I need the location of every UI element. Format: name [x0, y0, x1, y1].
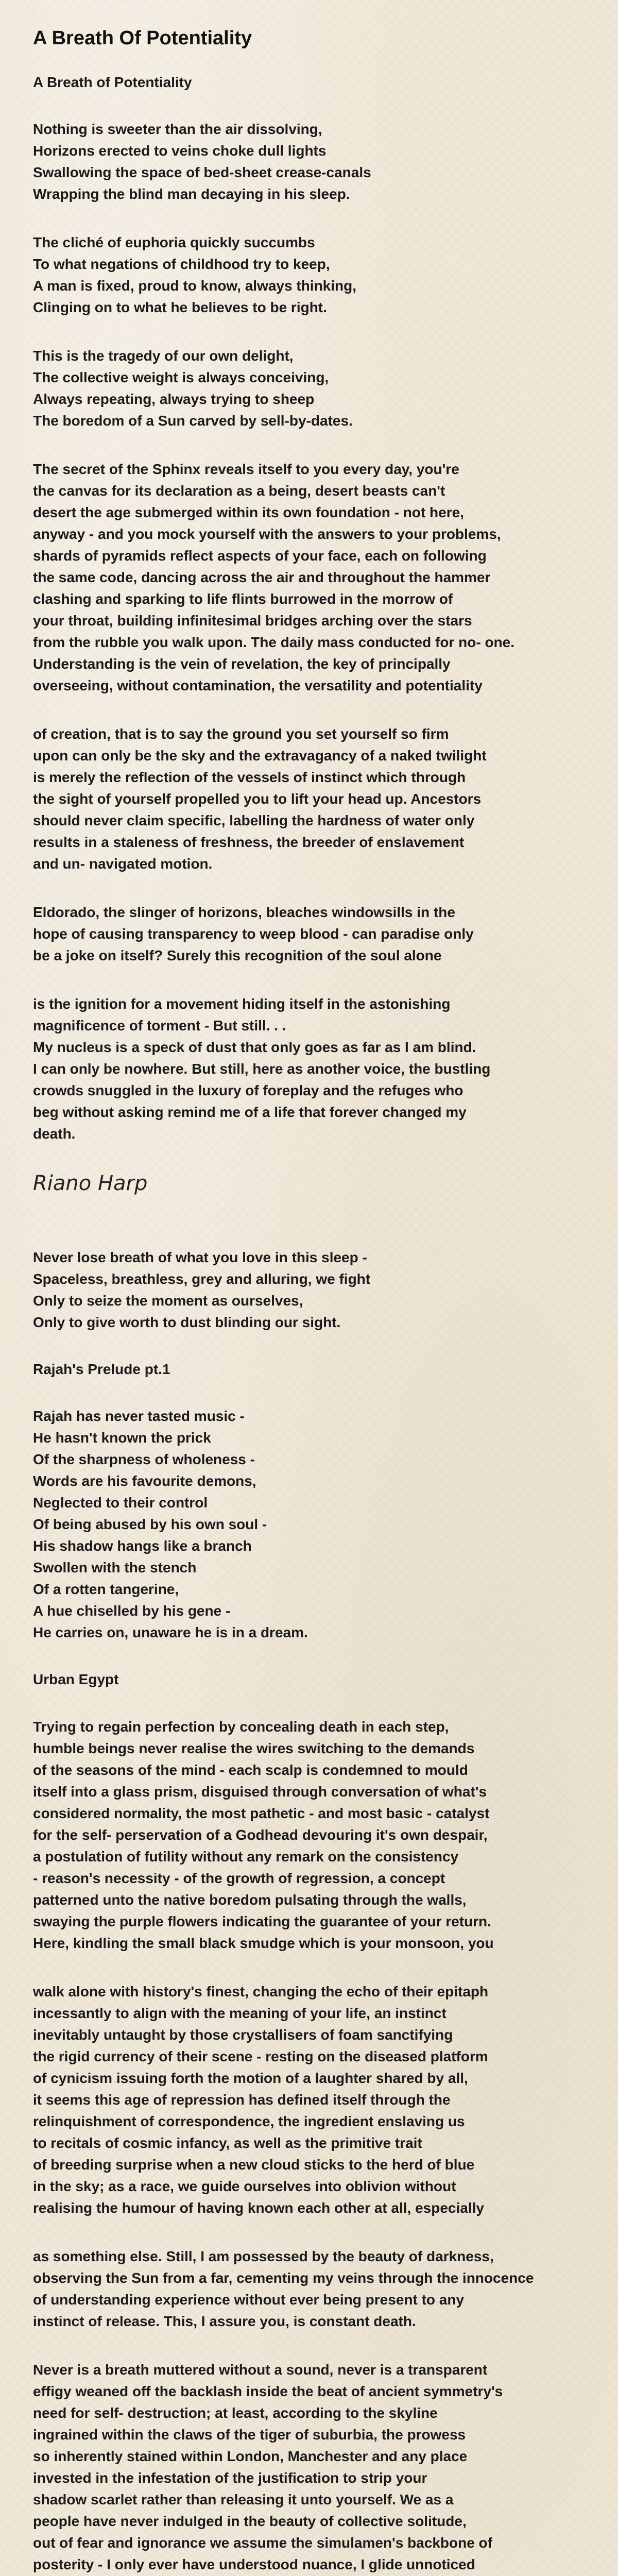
- poem-line: need for self- destruction; at least, according to the skyline: [33, 2404, 438, 2421]
- poem-line: I can only be nowhere. But still, here as another voice, the bustling: [33, 1060, 491, 1077]
- poem-line: incessantly to align with the meaning of your life, an instinct: [33, 2005, 447, 2021]
- poem-line: Only to give worth to dust blinding our sight.: [33, 1314, 341, 1330]
- poem-line: Swollen with the stench: [33, 1560, 197, 1576]
- poem-line: He carries on, unaware he is in a dream.: [33, 1624, 308, 1641]
- poem-line: of the seasons of the mind - each scalp is condemned to mould: [33, 1761, 468, 1778]
- poem-subtitle: Urban Egypt: [33, 1671, 119, 1688]
- poem-line: To what negations of childhood try to keep,: [33, 256, 330, 272]
- poem-line: This is the tragedy of our own delight,: [33, 347, 294, 364]
- poem-line: - reason's necessity - of the growth of regression, a concept: [33, 1870, 445, 1886]
- poem-line: Rajah has never tasted music -: [33, 1408, 245, 1425]
- stanza: [33, 1405, 585, 1643]
- poem-line: is merely the reflection of the vessels of instinct which through: [33, 769, 466, 785]
- poem-line: swaying the purple flowers indicating the guarantee of your return.: [33, 1913, 491, 1929]
- poem-rajahs-prelude: [33, 1360, 585, 1643]
- poem-line: hope of causing transparency to weep blood - can paradise only: [33, 925, 474, 942]
- poem-line: the rigid currency of their scene - resting on the diseased platform: [33, 2048, 488, 2064]
- poem-subtitle: Rajah's Prelude pt.1: [33, 1361, 170, 1377]
- poem-untitled: [33, 1247, 585, 1333]
- author-name: Riano Harp: [33, 1171, 148, 1195]
- poem-line: realising the humour of having known each other at all, especially: [33, 2199, 484, 2216]
- poem-line: Of being abused by his own soul -: [33, 1516, 267, 1533]
- poem-line: be a joke on itself? Surely this recognition of the soul alone: [33, 947, 442, 963]
- poem-line: beg without asking remind me of a life that forever changed my: [33, 1104, 467, 1120]
- poem-line: of breeding surprise when a new cloud sticks to the herd of blue: [33, 2156, 475, 2173]
- stanza: [33, 118, 585, 205]
- poem-line: so inherently stained within London, Manchester and any place: [33, 2448, 468, 2464]
- poem-line: itself into a glass prism, disguised through conversation of what's: [33, 1783, 487, 1800]
- poem-line: of understanding experience without ever being present to any: [33, 2291, 465, 2308]
- poem-line: your throat, building infinitesimal bridges arching over the stars: [33, 612, 472, 629]
- poem-line: Here, kindling the small black smudge which is your monsoon, you: [33, 1935, 494, 1951]
- poem-line: Of a rotten tangerine,: [33, 1581, 179, 1598]
- poem-line: humble beings never realise the wires switching to the demands: [33, 1740, 475, 1756]
- poem-line: to recitals of cosmic infancy, as well as the primitive trait: [33, 2134, 422, 2151]
- poem-line: relinquishment of correspondence, the ingredient enslaving us: [33, 2113, 465, 2129]
- poem-line: in the sky; as a race, we guide ourselves into oblivion without: [33, 2178, 456, 2194]
- poem-urban-egypt: [33, 1670, 585, 2576]
- poem-line: Of the sharpness of wholeness -: [33, 1451, 255, 1468]
- poem-line: Eldorado, the slinger of horizons, bleaches windowsills in the: [33, 904, 455, 920]
- poem-line: people have never indulged in the beauty of collective solitude,: [33, 2513, 467, 2529]
- poem-line: The cliché of euphoria quickly succumbs: [33, 234, 315, 250]
- page-title: A Breath Of Potentiality: [33, 27, 252, 49]
- stanza: [33, 232, 585, 318]
- poem-line: My nucleus is a speck of dust that only goes as far as I am blind.: [33, 1039, 476, 1055]
- poem-line: the sight of yourself propelled you to lift your head up. Ancestors: [33, 790, 482, 807]
- poem-line: shards of pyramids reflect aspects of your face, each on following: [33, 547, 487, 564]
- poem-line: The secret of the Sphinx reveals itself to you every day, you're: [33, 461, 459, 477]
- poem-line: Always repeating, always trying to sheep: [33, 391, 315, 407]
- poem-line: it seems this age of repression has defined itself through the: [33, 2091, 451, 2108]
- stanza: [33, 2359, 585, 2576]
- poem-line: Never lose breath of what you love in this sleep -: [33, 1249, 367, 1265]
- poem-line: Clinging on to what he believes to be right.: [33, 299, 327, 315]
- poem-line: is the ignition for a movement hiding itself in the astonishing: [33, 995, 451, 1012]
- poem-line: effigy weaned off the backlash inside the beat of ancient symmetry's: [33, 2383, 503, 2399]
- poem-subtitle: A Breath of Potentiality: [33, 74, 192, 90]
- stanza: [33, 723, 585, 875]
- poem-line: Neglected to their control: [33, 1495, 208, 1511]
- stanza: [33, 993, 585, 1145]
- poem-line: should never claim specific, labelling the hardness of water only: [33, 812, 475, 828]
- stanza: [33, 1247, 585, 1333]
- stanza: [33, 1981, 585, 2219]
- poem-line: He hasn't known the prick: [33, 1430, 211, 1446]
- poem-line: overseeing, without contamination, the versatility and potentiality: [33, 677, 483, 693]
- poem-line: the same code, dancing across the air and throughout the hammer: [33, 569, 491, 585]
- poem-a-breath-of-potentiality: [33, 73, 585, 1145]
- poem-line: observing the Sun from a far, cementing my veins through the innocence: [33, 2269, 534, 2286]
- poem-line: posterity - I only ever have understood nuance, I glide unnoticed: [33, 2556, 475, 2572]
- poem-line: inevitably untaught by those crystallisers of foam sanctifying: [33, 2026, 453, 2043]
- poem-line: and un- navigated motion.: [33, 855, 213, 872]
- poem-line: Spaceless, breathless, grey and alluring, we fight: [33, 1270, 371, 1287]
- stanza: [33, 902, 585, 967]
- poem-line: considered normality, the most pathetic - and most basic - catalyst: [33, 1805, 490, 1821]
- poem-line: desert the age submerged within its own foundation - not here,: [33, 504, 464, 520]
- poem-line: of creation, that is to say the ground you set yourself so firm: [33, 725, 449, 742]
- poem-line: patterned unto the native boredom pulsating through the walls,: [33, 1891, 467, 1908]
- poem-line: anyway - and you mock yourself with the answers to your problems,: [33, 526, 501, 542]
- poem-line: A hue chiselled by his gene -: [33, 1603, 231, 1619]
- stanza: [33, 459, 585, 697]
- poem-line: out of fear and ignorance we assume the simulamen's backbone of: [33, 2534, 492, 2551]
- poem-line: Horizons erected to veins choke dull lights: [33, 142, 327, 159]
- poem-line: A man is fixed, proud to know, always thinking,: [33, 277, 357, 294]
- poem-line: Never is a breath muttered without a sound, never is a transparent: [33, 2361, 488, 2378]
- poem-line: results in a staleness of freshness, the breeder of enslavement: [33, 834, 465, 850]
- poem-line: from the rubble you walk upon. The daily mass conducted for no- one.: [33, 634, 514, 650]
- poem-line: crowds snuggled in the luxury of foreplay and the refuges who: [33, 1082, 464, 1098]
- poem-line: ingrained within the claws of the tiger of suburbia, the prowess: [33, 2426, 466, 2443]
- poem-line: Understanding is the vein of revelation, the key of principally: [33, 655, 451, 672]
- poem-line: for the self- perservation of a Godhead devouring it's own despair,: [33, 1826, 488, 1843]
- poem-line: Nothing is sweeter than the air dissolving,: [33, 121, 322, 137]
- stanza: [33, 345, 585, 432]
- poem-line: The boredom of a Sun carved by sell-by-dates.: [33, 412, 353, 429]
- poem-line: His shadow hangs like a branch: [33, 1538, 252, 1554]
- stanza: [33, 2246, 585, 2332]
- poem-line: invested in the infestation of the justification to strip your: [33, 2469, 427, 2486]
- poem-line: Words are his favourite demons,: [33, 1473, 256, 1489]
- poem-line: magnificence of torment - But still. . .: [33, 1017, 286, 1033]
- poem-line: shadow scarlet rather than releasing it unto yourself. We as a: [33, 2491, 454, 2507]
- poem-line: of cynicism issuing forth the motion of a laughter shared by all,: [33, 2070, 468, 2086]
- poem-line: as something else. Still, I am possessed by the beauty of darkness,: [33, 2248, 494, 2264]
- stanza: [33, 1716, 585, 1954]
- poem-line: Only to seize the moment as ourselves,: [33, 1292, 303, 1309]
- poem-line: walk alone with history's finest, changing the echo of their epitaph: [33, 1983, 489, 1999]
- poem-line: instinct of release. This, I assure you, is constant death.: [33, 2313, 416, 2329]
- poem-line: clashing and sparking to life flints burrowed in the morrow of: [33, 590, 453, 607]
- poem-line: The collective weight is always conceiving,: [33, 369, 329, 385]
- poem-line: Wrapping the blind man decaying in his sleep.: [33, 185, 350, 202]
- poem-line: Trying to regain perfection by concealing death in each step,: [33, 1718, 449, 1735]
- poem-line: death.: [33, 1125, 76, 1142]
- poem-line: the canvas for its declaration as a being, desert beasts can't: [33, 482, 445, 499]
- poem-line: a postulation of futility without any remark on the consistency: [33, 1848, 459, 1865]
- poem-line: Swallowing the space of bed-sheet crease-canals: [33, 164, 371, 180]
- poem-line: upon can only be the sky and the extravagancy of a naked twilight: [33, 747, 487, 764]
